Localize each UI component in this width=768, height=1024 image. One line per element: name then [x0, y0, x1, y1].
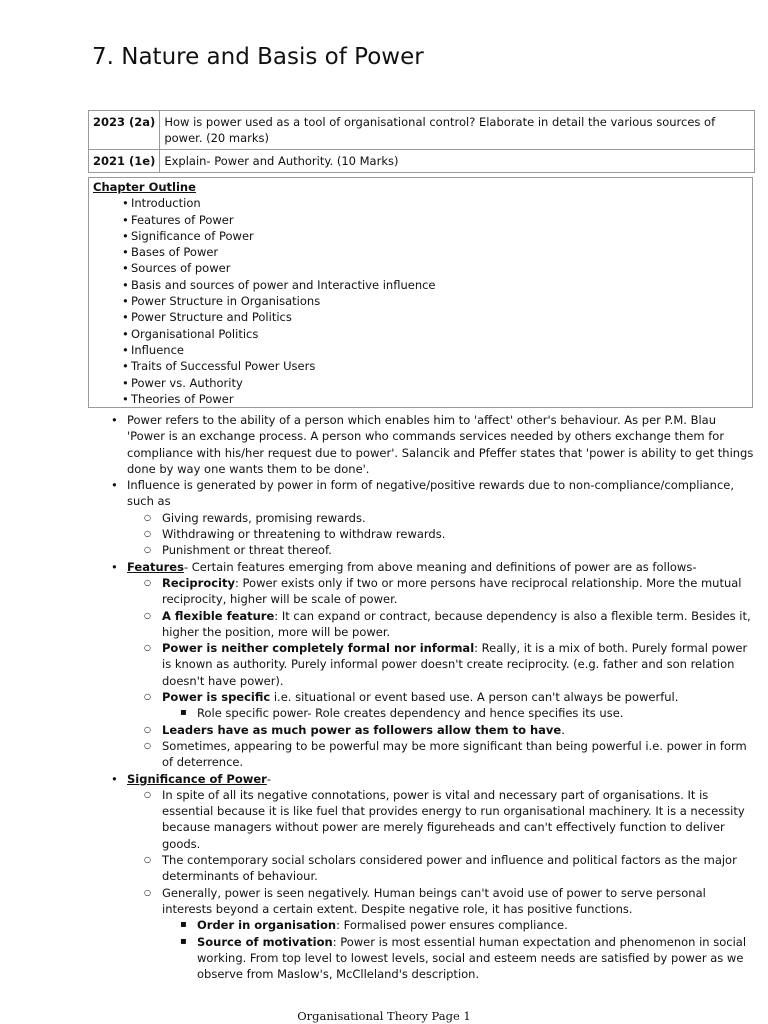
- chapter-outline: [88, 177, 753, 408]
- significance-sublist: [162, 917, 756, 982]
- outline-item: • Power Structure and Politics: [131, 309, 748, 325]
- significance-text: Generally, power is seen negatively. Human beings can't avoid use of power to serve personal interests beyond a certain extent. Despite negative role, it has positive functions.: [162, 885, 706, 916]
- question-year: 2023 (2a): [89, 111, 160, 150]
- significance-section: [106, 771, 756, 983]
- outline-title: Chapter Outline: [93, 180, 196, 194]
- question-text: How is power used as a tool of organisational control? Elaborate in detail the various sources of power. (20 marks): [160, 111, 755, 150]
- feature-item: [127, 640, 756, 689]
- feature-title: A flexible feature: [162, 608, 275, 623]
- outline-item: • Sources of power: [131, 260, 748, 276]
- outline-item: • Power Structure in Organisations: [131, 293, 748, 309]
- significance-list: [127, 787, 756, 983]
- outline-item: • Introduction: [131, 195, 748, 211]
- feature-item: [127, 722, 756, 738]
- feature-title: Power is neither completely formal nor informal: [162, 641, 475, 656]
- outline-item: • Theories of Power: [131, 391, 748, 407]
- features-section: [106, 559, 756, 771]
- subitem-title: Source of motivation: [197, 934, 333, 949]
- influence-sublist: [127, 510, 756, 559]
- feature-subitem: ▪ Role specific power- Role creates dependency and hence specifies its use.: [162, 705, 756, 721]
- significance-subitem: [162, 917, 756, 933]
- outline-item: • Organisational Politics: [131, 326, 748, 342]
- features-lead: - Certain features emerging from above meaning and definitions of power are as follows-: [183, 559, 697, 574]
- feature-title: Leaders have as much power as followers allow them to have: [162, 722, 562, 737]
- significance-lead: -: [266, 771, 271, 786]
- feature-text: .: [561, 722, 565, 737]
- feature-text: i.e. situational or event based use. A person can't always be powerful.: [270, 690, 679, 705]
- questions-table: [88, 110, 755, 173]
- feature-sublist: [162, 705, 756, 721]
- influence-subitem: ○ Withdrawing or threatening to withdraw rewards.: [127, 526, 756, 542]
- subitem-text: : Power is most essential human expectation and phenomenon in social working. From top level to lowest levels, social and esteem needs are satisfied by power as we observe from Maslow's, McClleland's description.: [197, 934, 747, 982]
- power-definition: • Power refers to the ability of a person which enables him to 'affect' other's behaviour. As per P.M. Blau 'Power is an exchange process. A person who commands services needed by others exchange them for compliance with his/her request due to power'. Salancik and Pfeffer states that 'power is ability to get things done by way one wants them to be done'.: [106, 412, 756, 477]
- question-row: [89, 150, 755, 173]
- outline-item: • Basis and sources of power and Interactive influence: [131, 277, 748, 293]
- subitem-title: Order in organisation: [197, 918, 337, 933]
- influence-item: [106, 477, 756, 558]
- question-text: Explain- Power and Authority. (10 Marks): [160, 150, 755, 173]
- notes-list: [106, 412, 756, 982]
- outline-item: • Features of Power: [131, 212, 748, 228]
- features-list: [127, 575, 756, 771]
- feature-text: : Really, it is a mix of both. Purely formal power is known as authority. Purely informal power doesn't create reciprocity. (e.g. father and son relation doesn't have power).: [162, 641, 748, 688]
- influence-subitem: ○ Giving rewards, promising rewards.: [127, 510, 756, 526]
- influence-text: Influence is generated by power in form of negative/positive rewards due to non-compliance/compliance, such as: [127, 478, 735, 509]
- feature-item: [127, 689, 756, 722]
- notes-body: [106, 412, 756, 982]
- influence-subitem: ○ Punishment or threat thereof.: [127, 542, 756, 558]
- subitem-text: : Formalised power ensures compliance.: [336, 918, 568, 933]
- feature-title: Power is specific: [162, 690, 271, 705]
- feature-item: [127, 575, 756, 608]
- feature-title: Reciprocity: [162, 575, 235, 590]
- question-row: [89, 111, 755, 150]
- features-heading: Features: [127, 559, 184, 574]
- significance-subitem: [162, 934, 756, 983]
- outline-item: • Influence: [131, 342, 748, 358]
- feature-text: : It can expand or contract, because dependency is also a flexible term. Besides it, higher the position, more will be power.: [162, 608, 751, 639]
- outline-item: • Significance of Power: [131, 228, 748, 244]
- outline-item: • Traits of Successful Power Users: [131, 358, 748, 374]
- feature-item: [127, 608, 756, 641]
- outline-item: • Bases of Power: [131, 244, 748, 260]
- page-footer: Organisational Theory Page 1: [297, 1009, 471, 1023]
- feature-text: : Power exists only if two or more persons have reciprocal relationship. More the mutual reciprocity, higher will be scale of power.: [162, 575, 742, 607]
- page-title: 7. Nature and Basis of Power: [92, 44, 424, 70]
- significance-item: ○ In spite of all its negative connotations, power is vital and necessary part of organisations. It is essential because it is like fuel that provides energy to run organisational machinery. It is a necessity because managers without power are merely figureheads and can't effectively function to deliver goods.: [127, 787, 756, 852]
- feature-item: ○ Sometimes, appearing to be powerful may be more significant than being powerful i.e. power in form of deterrence.: [127, 738, 756, 771]
- question-year: 2021 (1e): [89, 150, 160, 173]
- significance-heading: Significance of Power: [127, 771, 267, 786]
- significance-item: [127, 885, 756, 983]
- significance-item: ○ The contemporary social scholars considered power and influence and political factors as the major determinants of behaviour.: [127, 852, 756, 885]
- outline-item: • Power vs. Authority: [131, 375, 748, 391]
- outline-list: [93, 195, 748, 407]
